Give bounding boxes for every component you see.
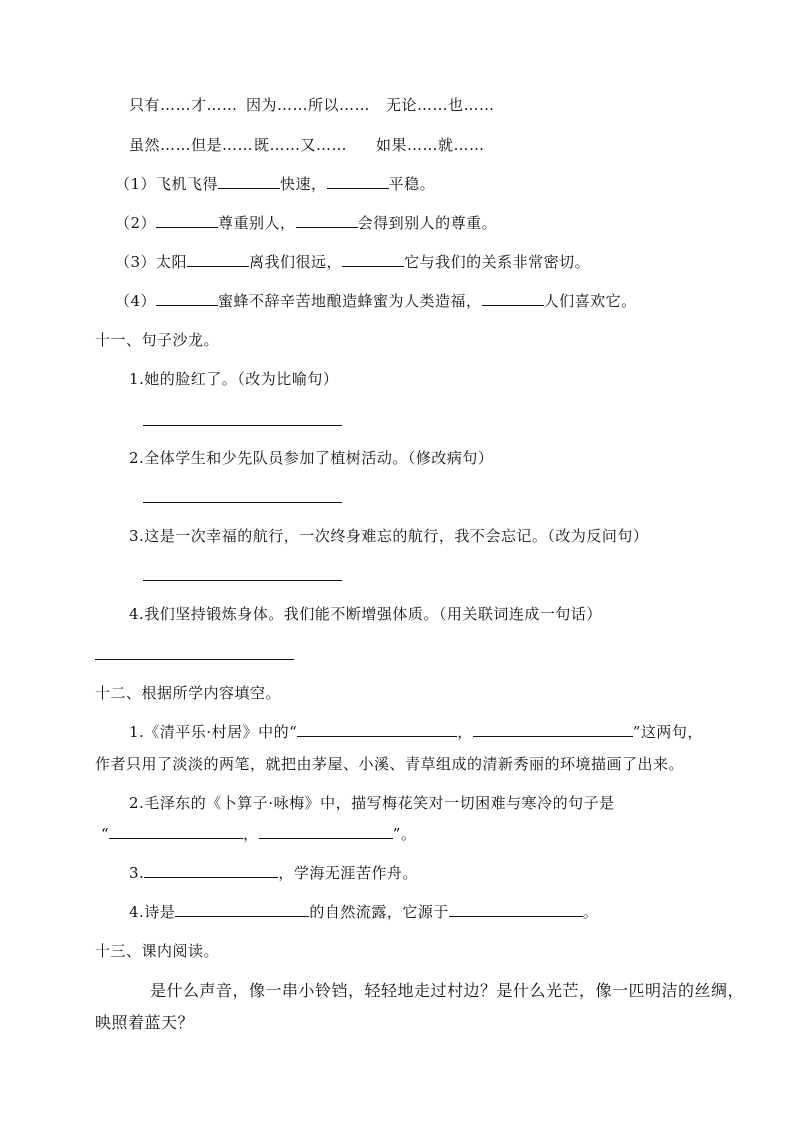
connective-word: 无论……也…… — [386, 96, 495, 114]
answer-line[interactable] — [143, 502, 342, 503]
connective-word: 如果……就…… — [376, 136, 485, 154]
answer-blank[interactable] — [156, 291, 218, 306]
reading-passage-line: 映照着蓝天？ — [95, 1013, 195, 1032]
answer-blank[interactable] — [187, 252, 249, 267]
fill-poem-2-prompt: 2.毛泽东的《卜算子·咏梅》中，描写梅花笑对一切困难与寒冷的句子是 — [129, 794, 615, 812]
question-item: 4.我们坚持锻炼身体。我们能不断增强体质。（用关联词连成一句话） — [129, 605, 602, 623]
question-item: 3.这是一次幸福的航行，一次终身难忘的航行，我不会忘记。（改为反问句） — [129, 527, 649, 545]
reading-passage-line: 是什么声音，像一串小铃铛，轻轻地走过村边？是什么光芒，像一匹明洁的丝绸， — [150, 981, 745, 1000]
connective-word: 因为……所以…… — [246, 96, 371, 114]
connective-word: 虽然……但是…… — [129, 136, 254, 154]
connective-word: 既……又…… — [254, 136, 348, 154]
fill-poem-2: “ ， ”。 — [101, 825, 417, 843]
question-item: 1.她的脸红了。（改为比喻句） — [129, 370, 339, 388]
fill-item-2: （2） 尊重别人， 会得到别人的尊重。 — [115, 214, 498, 232]
fill-item-3: （3）太阳 离我们很远， 它与我们的关系非常密切。 — [115, 253, 591, 271]
poem-1-note: 作者只用了淡淡的两笔，就把由茅屋、小溪、青草组成的清新秀丽的环境描画了出来。 — [95, 755, 685, 773]
section-title: 十二、根据所学内容填空。 — [95, 684, 282, 702]
fill-item-4: （4） 蜜蜂不辞辛苦地酿造蜂蜜为人类造福， 人们喜欢它。 — [115, 292, 637, 310]
answer-blank[interactable] — [297, 722, 457, 737]
connective-row-1 — [129, 95, 238, 115]
section-title: 十一、句子沙龙。 — [95, 331, 220, 349]
answer-blank[interactable] — [144, 863, 278, 878]
connective-word: 只有……才…… — [129, 96, 238, 114]
section-title: 十三、课内阅读。 — [95, 942, 220, 960]
answer-blank[interactable] — [175, 902, 309, 917]
fill-item-1: （1）飞机飞得 快速， 平稳。 — [115, 175, 436, 193]
answer-blank[interactable] — [259, 824, 393, 839]
answer-line[interactable] — [95, 659, 294, 660]
fill-poem-3: 3. ，学海无涯苦作舟。 — [129, 864, 418, 882]
answer-line[interactable] — [143, 580, 342, 581]
fill-poem-4: 4.诗是 的自然流露，它源于 。 — [129, 903, 599, 921]
answer-blank[interactable] — [109, 824, 243, 839]
answer-blank[interactable] — [296, 213, 358, 228]
answer-blank[interactable] — [482, 291, 544, 306]
answer-blank[interactable] — [473, 722, 633, 737]
answer-blank[interactable] — [327, 174, 389, 189]
answer-blank[interactable] — [449, 902, 583, 917]
answer-blank[interactable] — [218, 174, 280, 189]
answer-blank[interactable] — [342, 252, 404, 267]
question-item: 2.全体学生和少先队员参加了植树活动。（修改病句） — [129, 449, 494, 467]
answer-line[interactable] — [143, 425, 342, 426]
answer-blank[interactable] — [156, 213, 218, 228]
fill-poem-1: 1.《清平乐·村居》中的“ ， ”这两句， — [129, 723, 703, 741]
